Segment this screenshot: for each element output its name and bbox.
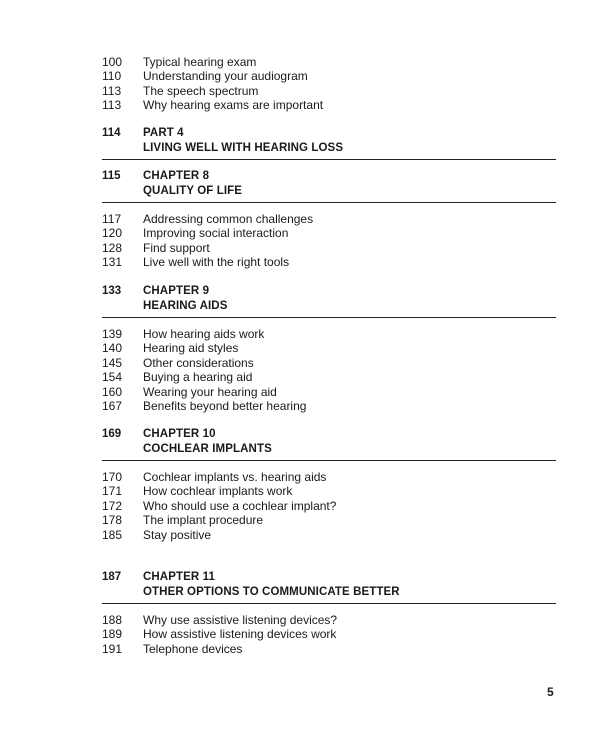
chapter-heading[interactable] — [102, 169, 556, 203]
toc-entry-title: Telephone devices — [143, 641, 243, 656]
toc-entry-title: Other considerations — [143, 355, 254, 370]
page-number: 5 — [547, 685, 554, 699]
toc-entry-title: Hearing aid styles — [143, 341, 239, 356]
chapter-heading-page: 169 — [102, 428, 122, 440]
toc-entry-page: 117 — [102, 212, 122, 226]
chapter-heading-label: CHAPTER 11 — [143, 571, 215, 583]
toc-entry-title: How assistive listening devices work — [143, 627, 337, 642]
toc-entry-title: The speech spectrum — [143, 83, 259, 98]
toc-entry[interactable] — [102, 470, 556, 484]
toc-entry[interactable] — [102, 613, 556, 627]
part-heading[interactable] — [102, 126, 556, 160]
toc-entry-page: 171 — [102, 484, 123, 499]
toc-entry[interactable] — [102, 98, 556, 112]
toc-entry[interactable] — [102, 370, 556, 384]
toc-entry-page: 100 — [102, 55, 123, 69]
toc-entry-page: 178 — [102, 513, 123, 528]
toc-entry[interactable] — [102, 499, 556, 513]
toc-entry-page: 185 — [102, 527, 123, 542]
chapter-heading-label: CHAPTER 10 — [143, 428, 216, 440]
chapter-heading-page: 187 — [102, 571, 122, 583]
toc-entry-title: Stay positive — [143, 527, 212, 542]
chapter-heading-page: 133 — [102, 285, 122, 297]
chapter-heading-page: 115 — [102, 170, 121, 182]
chapter-heading-title: QUALITY OF LIFE — [143, 185, 243, 197]
toc-entry-title: Live well with the right tools — [143, 255, 290, 270]
toc-entry[interactable] — [102, 528, 556, 542]
chapter-heading[interactable] — [102, 427, 556, 461]
toc-entry-page: 172 — [102, 498, 123, 513]
toc-entry-page: 188 — [102, 613, 123, 627]
toc-entry-title: How cochlear implants work — [143, 484, 293, 499]
chapter-heading-title: COCHLEAR IMPLANTS — [143, 443, 272, 455]
toc-entry-title: Why use assistive listening devices? — [143, 613, 338, 627]
toc-entry[interactable] — [102, 84, 556, 98]
toc-entry-page: 113 — [102, 98, 122, 113]
toc-entry-page: 167 — [102, 398, 123, 413]
chapter-heading-label: CHAPTER 8 — [143, 170, 210, 182]
chapter-heading-title: OTHER OPTIONS TO COMMUNICATE BETTER — [143, 586, 400, 598]
part-heading-page: 114 — [102, 127, 121, 139]
toc-entry[interactable] — [102, 356, 556, 370]
toc-entry[interactable] — [102, 327, 556, 341]
toc-entry-title: The implant procedure — [143, 513, 264, 528]
toc-entry[interactable] — [102, 627, 556, 641]
toc-entry-title: Improving social interaction — [143, 226, 289, 241]
toc-entry-page: 110 — [102, 69, 122, 84]
toc-entry-title: Addressing common challenges — [143, 212, 314, 226]
toc-entry-title: Who should use a cochlear implant? — [143, 498, 337, 513]
toc-entry[interactable] — [102, 69, 556, 83]
toc-entry-list — [102, 327, 556, 413]
toc-entry-list — [102, 55, 556, 113]
toc-entry[interactable] — [102, 385, 556, 399]
toc-entry-page: 120 — [102, 226, 123, 241]
toc-entry-title: How hearing aids work — [143, 327, 265, 341]
toc-entry-page: 154 — [102, 370, 123, 385]
toc-entry-page: 189 — [102, 627, 123, 642]
toc-entry[interactable] — [102, 255, 556, 269]
toc-entry-page: 139 — [102, 327, 123, 341]
toc-entry-page: 145 — [102, 355, 123, 370]
toc-entry-list — [102, 212, 556, 270]
toc-entry-page: 140 — [102, 341, 123, 356]
toc-entry-title: Typical hearing exam — [143, 55, 257, 69]
toc-entry-page: 131 — [102, 255, 123, 270]
toc-entry-list — [102, 470, 556, 542]
toc-entry-title: Understanding your audiogram — [143, 69, 308, 84]
toc-entry[interactable] — [102, 513, 556, 527]
toc-entry-title: Benefits beyond better hearing — [143, 398, 307, 413]
toc-entry-title: Wearing your hearing aid — [143, 384, 277, 399]
toc-entry-title: Find support — [143, 240, 210, 255]
chapter-heading[interactable] — [102, 570, 556, 604]
toc-entry[interactable] — [102, 226, 556, 240]
toc-entry-title: Buying a hearing aid — [143, 370, 253, 385]
toc-entry-page: 191 — [102, 641, 123, 656]
toc-entry-page: 113 — [102, 83, 122, 98]
toc-entry[interactable] — [102, 341, 556, 355]
toc-entry[interactable] — [102, 399, 556, 413]
toc-entry-page: 170 — [102, 470, 123, 484]
toc-entry[interactable] — [102, 241, 556, 255]
toc-entry-list — [102, 613, 556, 656]
toc-entry[interactable] — [102, 212, 556, 226]
toc-entry[interactable] — [102, 484, 556, 498]
toc-entry[interactable] — [102, 642, 556, 656]
toc-entry-page: 128 — [102, 240, 123, 255]
toc-entry-page: 160 — [102, 384, 123, 399]
part-heading-title: LIVING WELL WITH HEARING LOSS — [143, 142, 344, 154]
toc-entry[interactable] — [102, 55, 556, 69]
chapter-heading-label: CHAPTER 9 — [143, 285, 210, 297]
toc-entry-title: Cochlear implants vs. hearing aids — [143, 470, 327, 484]
toc-entry-title: Why hearing exams are important — [143, 98, 324, 113]
chapter-heading-title: HEARING AIDS — [143, 300, 228, 312]
part-heading-label: PART 4 — [143, 127, 184, 139]
chapter-heading[interactable] — [102, 284, 556, 318]
